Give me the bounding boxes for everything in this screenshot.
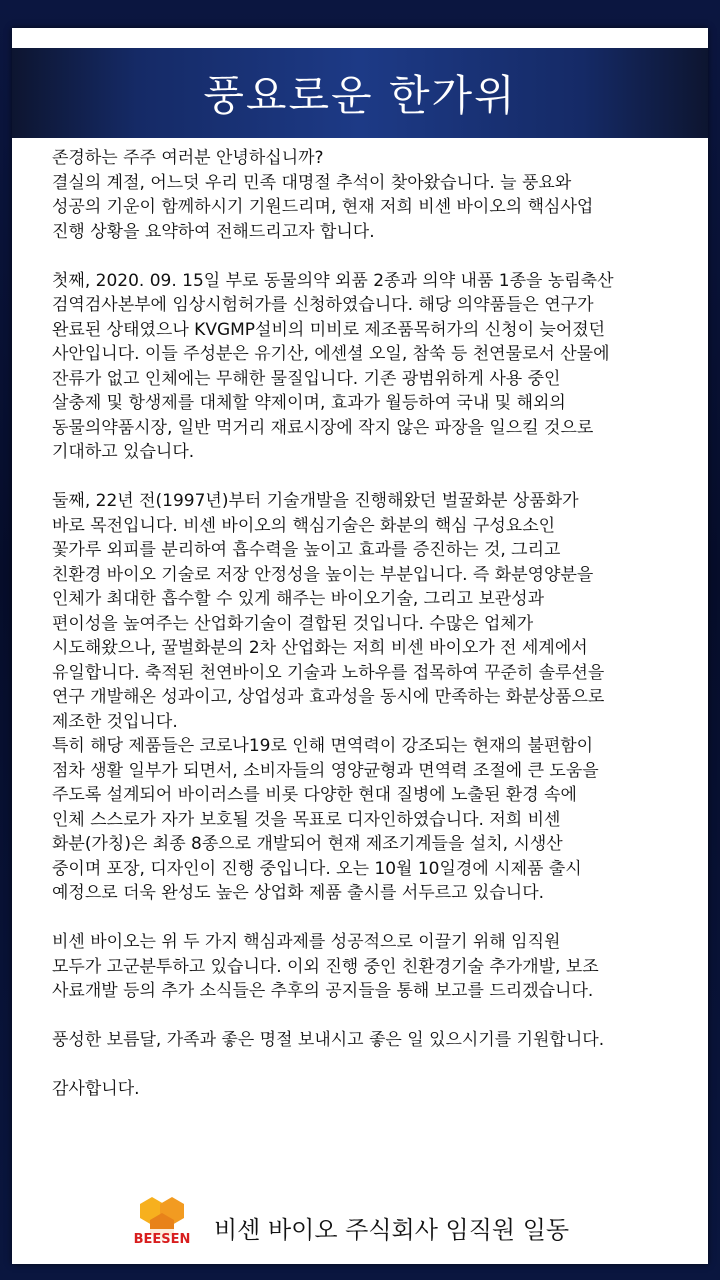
paragraph bbox=[52, 734, 692, 906]
text-line: 꽃가루 외피를 분리하여 흡수력을 높이고 효과를 증진하는 것, 그리고 bbox=[52, 540, 561, 560]
text-line: 사안입니다. 이들 주성분은 유기산, 에센셜 오일, 참쑥 등 천연물로서 산물에 bbox=[52, 344, 610, 364]
text-line: 존경하는 주주 여러분 안녕하십니까? bbox=[52, 148, 324, 168]
text-line: 시도해왔으나, 꿀벌화분의 2차 산업화는 저희 비센 바이오가 전 세계에서 bbox=[52, 638, 588, 658]
text-line: 연구 개발해온 성과이고, 상업성과 효과성을 동시에 만족하는 화분상품으로 bbox=[52, 687, 605, 707]
text-line: 인체가 최대한 흡수할 수 있게 해주는 바이오기술, 그리고 보관성과 bbox=[52, 589, 545, 609]
text-line: 첫째, 2020. 09. 15일 부로 동물의약 외품 2종과 의약 내품 1종을 농림축산 bbox=[52, 270, 614, 291]
letter-body bbox=[52, 146, 692, 1126]
text-line: 성공의 기운이 함께하시기 기원드리며, 현재 저희 비센 바이오의 핵심사업 bbox=[52, 197, 594, 217]
text-line: 완료된 상태였으나 KVGMP설비의 미비로 제조품목허가의 신청이 늦어졌던 bbox=[52, 319, 606, 340]
text-line: 살충제 및 항생제를 대체할 약제이며, 효과가 월등하여 국내 및 해외의 bbox=[52, 393, 566, 413]
text-line: 결실의 계절, 어느덧 우리 민족 대명절 추석이 찾아왔습니다. 늘 풍요와 bbox=[52, 172, 572, 193]
text-line: 잔류가 없고 인체에는 무해한 물질입니다. 기존 광범위하게 사용 중인 bbox=[52, 368, 561, 389]
text-line: 감사합니다. bbox=[52, 1079, 140, 1099]
text-line: 검역검사본부에 임상시험허가를 신청하였습니다. 해당 의약품들은 연구가 bbox=[52, 295, 594, 315]
paragraph bbox=[52, 146, 692, 244]
text-line: 특히 해당 제품들은 코로나19로 인해 면역력이 강조되는 현재의 불편함이 bbox=[52, 736, 594, 756]
text-line: 제조한 것입니다. bbox=[52, 711, 178, 732]
text-line: 화분(가칭)은 최종 8종으로 개발되어 현재 제조기계들을 설치, 시생산 bbox=[52, 834, 563, 854]
text-line: 동물의약품시장, 일반 먹거리 재료시장에 작지 않은 파장을 일으킬 것으로 bbox=[52, 417, 594, 438]
text-line: 풍성한 보름달, 가족과 좋은 명절 보내시고 좋은 일 있으시기를 기원합니다. bbox=[52, 1030, 605, 1050]
text-line: 인체 스스로가 자가 보호될 것을 목표로 디자인하였습니다. 저희 비센 bbox=[52, 809, 561, 830]
letter-card bbox=[12, 28, 708, 1264]
text-line: 기대하고 있습니다. bbox=[52, 442, 195, 462]
page-title: 풍요로운 한가위 bbox=[203, 71, 517, 120]
beesen-logo-icon bbox=[130, 1195, 194, 1259]
text-line: 주도록 설계되어 바이러스를 비롯 다양한 현대 질병에 노출된 환경 속에 bbox=[52, 785, 577, 805]
text-line: 친환경 바이오 기술로 저장 안정성을 높이는 부분입니다. 즉 화분영양분을 bbox=[52, 564, 594, 585]
text-line: 점차 생활 일부가 되면서, 소비자들의 영양균형과 면역력 조절에 큰 도움을 bbox=[52, 760, 599, 781]
paragraph bbox=[52, 930, 692, 1004]
signature: 비센 바이오 주식회사 임직원 일동 bbox=[214, 1215, 570, 1244]
text-line: 비센 바이오는 위 두 가지 핵심과제를 성공적으로 이끌기 위해 임직원 bbox=[52, 932, 561, 952]
text-line: 바로 목전입니다. 비센 바이오의 핵심기술은 화분의 핵심 구성요소인 bbox=[52, 515, 556, 536]
text-line: 유일합니다. 축적된 천연바이오 기술과 노하우를 접목하여 꾸준히 솔루션을 bbox=[52, 662, 605, 683]
text-line: 편이성을 높여주는 산업화기술이 결합된 것입니다. 수많은 업체가 bbox=[52, 613, 534, 634]
paragraph bbox=[52, 1077, 692, 1102]
text-line: 사료개발 등의 추가 소식들은 추후의 공지들을 통해 보고를 드리겠습니다. bbox=[52, 981, 594, 1001]
paragraph bbox=[52, 489, 692, 734]
logo-wordmark: BEESEN bbox=[133, 1232, 191, 1247]
paragraph bbox=[52, 269, 692, 465]
text-line: 예정으로 더욱 완성도 높은 상업화 제품 출시를 서두르고 있습니다. bbox=[52, 883, 545, 903]
title-banner bbox=[12, 48, 708, 138]
text-line: 모두가 고군분투하고 있습니다. 이외 진행 중인 친환경기술 추가개발, 보조 bbox=[52, 956, 599, 977]
text-line: 진행 상황을 요약하여 전해드리고자 합니다. bbox=[52, 221, 375, 242]
text-line: 둘째, 22년 전(1997년)부터 기술개발을 진행해왔던 벌꿀화분 상품화가 bbox=[52, 491, 579, 511]
footer bbox=[130, 1195, 690, 1259]
paragraph bbox=[52, 1028, 692, 1053]
beesen-logo bbox=[130, 1195, 194, 1259]
text-line: 중이며 포장, 디자인이 진행 중입니다. 오는 10월 10일경에 시제품 출시 bbox=[52, 858, 582, 879]
